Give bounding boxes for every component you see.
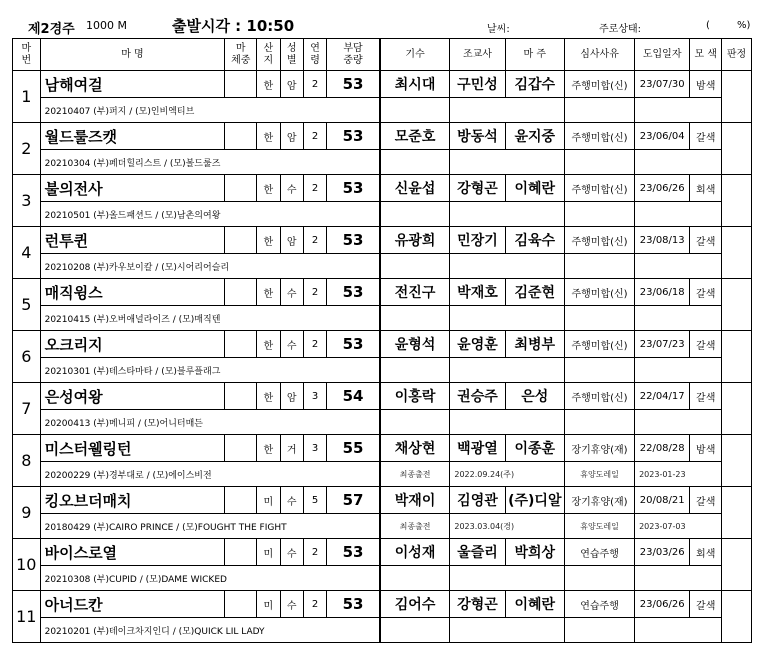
horse-weight [225, 487, 257, 514]
col-burden: 부담 중량 [327, 39, 380, 71]
horse-burden: 53 [327, 175, 380, 202]
owner-name: 윤지중 [505, 123, 564, 150]
owner-name: 박희상 [505, 539, 564, 566]
pedigree: 20210208 (부)카우보이칼 / (모)시어리어슬리 [40, 254, 380, 279]
review-reason: 주행미합(신) [565, 383, 635, 410]
last-race-label [380, 358, 450, 383]
col-judge: 판정 [722, 39, 752, 71]
rest-date [635, 98, 722, 123]
review-reason: 주행미합(신) [565, 279, 635, 306]
horse-age: 3 [303, 383, 326, 410]
owner-name: 김갑수 [505, 71, 564, 98]
col-trainer: 조교사 [450, 39, 505, 71]
horse-weight [225, 539, 257, 566]
horse-sex: 암 [280, 383, 303, 410]
jockey-name: 모준호 [380, 123, 450, 150]
last-race-date: 2023.03.04(경) [450, 514, 565, 539]
col-color: 모 색 [690, 39, 722, 71]
horse-sex: 수 [280, 487, 303, 514]
pedigree: 20210304 (부)페더힐리스트 / (모)볼드룰즈 [40, 150, 380, 175]
intro-date: 20/08/21 [635, 487, 690, 514]
last-race-date: 2022.09.24(주) [450, 462, 565, 487]
horse-detail-row [13, 462, 752, 487]
horse-number: 11 [13, 591, 41, 643]
horse-detail-row [13, 358, 752, 383]
jockey-name: 김어수 [380, 591, 450, 618]
rest-location [565, 410, 635, 435]
horse-sex: 거 [280, 435, 303, 462]
horse-sex: 수 [280, 331, 303, 358]
horse-age: 2 [303, 279, 326, 306]
intro-date: 23/07/30 [635, 71, 690, 98]
pedigree: 20210301 (부)테스타마타 / (모)블루플래그 [40, 358, 380, 383]
horse-name: 남해여걸 [40, 71, 225, 98]
horse-number: 9 [13, 487, 41, 539]
horse-name: 매직윙스 [40, 279, 225, 306]
last-race-label [380, 618, 450, 643]
trainer-name: 김영관 [450, 487, 505, 514]
last-race-label [380, 254, 450, 279]
coat-color: 갈색 [690, 331, 722, 358]
horse-row [13, 123, 752, 150]
review-reason: 주행미합(신) [565, 123, 635, 150]
horse-number: 7 [13, 383, 41, 435]
review-reason: 주행미합(신) [565, 71, 635, 98]
pedigree: 20210407 (부)퍼지 / (모)인비엑티브 [40, 98, 380, 123]
rest-date [635, 150, 722, 175]
coat-color: 갈색 [690, 487, 722, 514]
last-race-date [450, 202, 565, 227]
entry-table [12, 38, 752, 643]
judgement [722, 591, 752, 643]
last-race-date [450, 618, 565, 643]
horse-detail-row [13, 566, 752, 591]
last-race-label: 최종출전 [380, 514, 450, 539]
horse-origin: 한 [257, 123, 280, 150]
horse-row [13, 383, 752, 410]
horse-sex: 수 [280, 175, 303, 202]
last-race-date [450, 410, 565, 435]
pedigree: 20210308 (부)CUPID / (모)DAME WICKED [40, 566, 380, 591]
owner-name: 김육수 [505, 227, 564, 254]
last-race-date [450, 254, 565, 279]
horse-origin: 미 [257, 591, 280, 618]
horse-origin: 한 [257, 383, 280, 410]
trainer-name: 권승주 [450, 383, 505, 410]
rest-location [565, 202, 635, 227]
coat-color: 갈색 [690, 591, 722, 618]
header-row [13, 39, 752, 71]
last-race-label: 최종출전 [380, 462, 450, 487]
race-header [0, 0, 761, 38]
owner-name: 이종훈 [505, 435, 564, 462]
horse-sex: 암 [280, 123, 303, 150]
jockey-name: 최시대 [380, 71, 450, 98]
horse-age: 2 [303, 123, 326, 150]
horse-burden: 53 [327, 591, 380, 618]
jockey-name: 이홍락 [380, 383, 450, 410]
horse-name: 킹오브더매치 [40, 487, 225, 514]
horse-name: 월드룰즈캣 [40, 123, 225, 150]
coat-color: 회색 [690, 539, 722, 566]
horse-name: 아너드칸 [40, 591, 225, 618]
owner-name: 이혜란 [505, 175, 564, 202]
horse-sex: 수 [280, 539, 303, 566]
horse-origin: 미 [257, 487, 280, 514]
last-race-date [450, 150, 565, 175]
rest-location [565, 566, 635, 591]
last-race-label [380, 202, 450, 227]
horse-detail-row [13, 202, 752, 227]
horse-row [13, 331, 752, 358]
horse-origin: 한 [257, 227, 280, 254]
last-race-date [450, 306, 565, 331]
horse-name: 미스터웰링턴 [40, 435, 225, 462]
horse-detail-row [13, 150, 752, 175]
jockey-name: 이성재 [380, 539, 450, 566]
owner-name: (주)디알 [505, 487, 564, 514]
horse-age: 2 [303, 175, 326, 202]
jockey-name: 유광희 [380, 227, 450, 254]
horse-detail-row [13, 254, 752, 279]
horse-row [13, 227, 752, 254]
horse-burden: 53 [327, 227, 380, 254]
horse-sex: 암 [280, 71, 303, 98]
judgement [722, 175, 752, 227]
horse-origin: 한 [257, 435, 280, 462]
trainer-name: 강형곤 [450, 175, 505, 202]
col-name: 마 명 [40, 39, 225, 71]
trainer-name: 구민성 [450, 71, 505, 98]
horse-weight [225, 435, 257, 462]
horse-detail-row [13, 618, 752, 643]
col-weight: 마 체중 [225, 39, 257, 71]
horse-number: 5 [13, 279, 41, 331]
track-condition-label: 주로상태: [599, 24, 642, 35]
rest-location [565, 618, 635, 643]
last-race-label [380, 410, 450, 435]
horse-burden: 53 [327, 71, 380, 98]
review-reason: 주행미합(신) [565, 331, 635, 358]
horse-origin: 미 [257, 539, 280, 566]
jockey-name: 윤형석 [380, 331, 450, 358]
race-distance: 1000 M [86, 19, 127, 32]
horse-origin: 한 [257, 279, 280, 306]
rest-date [635, 306, 722, 331]
trainer-name: 윤영훈 [450, 331, 505, 358]
rest-location: 휴양도레일 [565, 514, 635, 539]
pedigree: 20200413 (부)메니피 / (모)어니터매든 [40, 410, 380, 435]
horse-number: 2 [13, 123, 41, 175]
coat-color: 밤색 [690, 435, 722, 462]
horse-burden: 53 [327, 331, 380, 358]
horse-row [13, 279, 752, 306]
coat-color: 갈색 [690, 123, 722, 150]
horse-row [13, 591, 752, 618]
track-paren-open: ( [706, 20, 710, 31]
trainer-name: 강형곤 [450, 591, 505, 618]
horse-age: 2 [303, 71, 326, 98]
intro-date: 23/06/04 [635, 123, 690, 150]
intro-date: 23/03/26 [635, 539, 690, 566]
horse-age: 5 [303, 487, 326, 514]
trainer-name: 박재호 [450, 279, 505, 306]
horse-burden: 57 [327, 487, 380, 514]
coat-color: 갈색 [690, 383, 722, 410]
horse-name: 오크리지 [40, 331, 225, 358]
horse-origin: 한 [257, 71, 280, 98]
rest-location [565, 306, 635, 331]
horse-row [13, 487, 752, 514]
horse-number: 6 [13, 331, 41, 383]
last-race-label [380, 98, 450, 123]
judgement [722, 123, 752, 175]
rest-location [565, 358, 635, 383]
horse-age: 3 [303, 435, 326, 462]
horse-burden: 54 [327, 383, 380, 410]
horse-name: 불의전사 [40, 175, 225, 202]
judgement [722, 71, 752, 123]
intro-date: 23/08/13 [635, 227, 690, 254]
owner-name: 이혜란 [505, 591, 564, 618]
jockey-name: 전진구 [380, 279, 450, 306]
owner-name: 최병부 [505, 331, 564, 358]
horse-weight [225, 331, 257, 358]
coat-color: 밤색 [690, 71, 722, 98]
horse-detail-row [13, 410, 752, 435]
rest-date: 2023-07-03 [635, 514, 722, 539]
horse-age: 2 [303, 539, 326, 566]
horse-number: 8 [13, 435, 41, 487]
rest-date [635, 202, 722, 227]
judgement [722, 227, 752, 279]
horse-burden: 53 [327, 123, 380, 150]
horse-burden: 53 [327, 539, 380, 566]
last-race-date [450, 566, 565, 591]
horse-weight [225, 175, 257, 202]
jockey-name: 신윤섭 [380, 175, 450, 202]
pedigree: 20210501 (부)올드패션드 / (모)남촌의여왕 [40, 202, 380, 227]
judgement [722, 279, 752, 331]
horse-row [13, 435, 752, 462]
trainer-name: 방동석 [450, 123, 505, 150]
intro-date: 22/08/28 [635, 435, 690, 462]
review-reason: 주행미합(신) [565, 227, 635, 254]
last-race-label [380, 150, 450, 175]
coat-color: 회색 [690, 175, 722, 202]
rest-location [565, 254, 635, 279]
rest-date [635, 358, 722, 383]
pedigree: 20200229 (부)경부대로 / (모)에이스비전 [40, 462, 380, 487]
rest-location [565, 98, 635, 123]
last-race-label [380, 566, 450, 591]
intro-date: 23/06/26 [635, 175, 690, 202]
owner-name: 김준현 [505, 279, 564, 306]
start-time: 출발시각 : 10:50 [172, 17, 295, 35]
horse-weight [225, 71, 257, 98]
horse-age: 2 [303, 591, 326, 618]
rest-date [635, 254, 722, 279]
judgement [722, 383, 752, 435]
owner-name: 은성 [505, 383, 564, 410]
rest-date [635, 566, 722, 591]
horse-name: 런투퀸 [40, 227, 225, 254]
review-reason: 연습주행 [565, 591, 635, 618]
intro-date: 22/04/17 [635, 383, 690, 410]
rest-date: 2023-01-23 [635, 462, 722, 487]
last-race-label [380, 306, 450, 331]
review-reason: 연습주행 [565, 539, 635, 566]
col-intro: 도입일자 [635, 39, 690, 71]
coat-color: 갈색 [690, 279, 722, 306]
horse-origin: 한 [257, 175, 280, 202]
horse-weight [225, 383, 257, 410]
last-race-date [450, 98, 565, 123]
judgement [722, 435, 752, 487]
rest-location: 휴양도레일 [565, 462, 635, 487]
intro-date: 23/06/26 [635, 591, 690, 618]
judgement [722, 487, 752, 539]
horse-sex: 수 [280, 279, 303, 306]
pedigree: 20210201 (부)테이크차지인디 / (모)QUICK LIL LADY [40, 618, 380, 643]
track-percent: %) [737, 20, 751, 31]
trainer-name: 민장기 [450, 227, 505, 254]
horse-weight [225, 227, 257, 254]
horse-row [13, 175, 752, 202]
jockey-name: 박재이 [380, 487, 450, 514]
race-number: 제2경주 [28, 22, 75, 37]
horse-age: 2 [303, 331, 326, 358]
intro-date: 23/06/18 [635, 279, 690, 306]
horse-sex: 수 [280, 591, 303, 618]
horse-weight [225, 123, 257, 150]
rest-date [635, 410, 722, 435]
col-no: 마 번 [13, 39, 41, 71]
horse-row [13, 71, 752, 98]
pedigree: 20210415 (부)오버애널라이즈 / (모)매직텐 [40, 306, 380, 331]
col-jockey: 기수 [380, 39, 450, 71]
trainer-name: 울즐리 [450, 539, 505, 566]
horse-age: 2 [303, 227, 326, 254]
rest-location [565, 150, 635, 175]
col-owner: 마 주 [505, 39, 564, 71]
coat-color: 갈색 [690, 227, 722, 254]
horse-burden: 55 [327, 435, 380, 462]
last-race-date [450, 358, 565, 383]
horse-origin: 한 [257, 331, 280, 358]
judgement [722, 539, 752, 591]
col-reason: 심사사유 [565, 39, 635, 71]
horse-row [13, 539, 752, 566]
horse-name: 은성여왕 [40, 383, 225, 410]
col-sex: 성 별 [280, 39, 303, 71]
review-reason: 주행미합(신) [565, 175, 635, 202]
judgement [722, 331, 752, 383]
horse-weight [225, 591, 257, 618]
intro-date: 23/07/23 [635, 331, 690, 358]
horse-burden: 53 [327, 279, 380, 306]
horse-sex: 암 [280, 227, 303, 254]
rest-date [635, 618, 722, 643]
horse-number: 10 [13, 539, 41, 591]
weather-label: 날씨: [487, 24, 510, 35]
horse-detail-row [13, 98, 752, 123]
col-age: 연 령 [303, 39, 326, 71]
review-reason: 장기휴양(재) [565, 487, 635, 514]
jockey-name: 채상현 [380, 435, 450, 462]
horse-detail-row [13, 514, 752, 539]
horse-number: 3 [13, 175, 41, 227]
horse-number: 1 [13, 71, 41, 123]
col-origin: 산 지 [257, 39, 280, 71]
horse-weight [225, 279, 257, 306]
trainer-name: 백광열 [450, 435, 505, 462]
review-reason: 장기휴양(재) [565, 435, 635, 462]
horse-name: 바이스로열 [40, 539, 225, 566]
pedigree: 20180429 (부)CAIRO PRINCE / (모)FOUGHT THE FIGHT [40, 514, 380, 539]
horse-number: 4 [13, 227, 41, 279]
horse-detail-row [13, 306, 752, 331]
